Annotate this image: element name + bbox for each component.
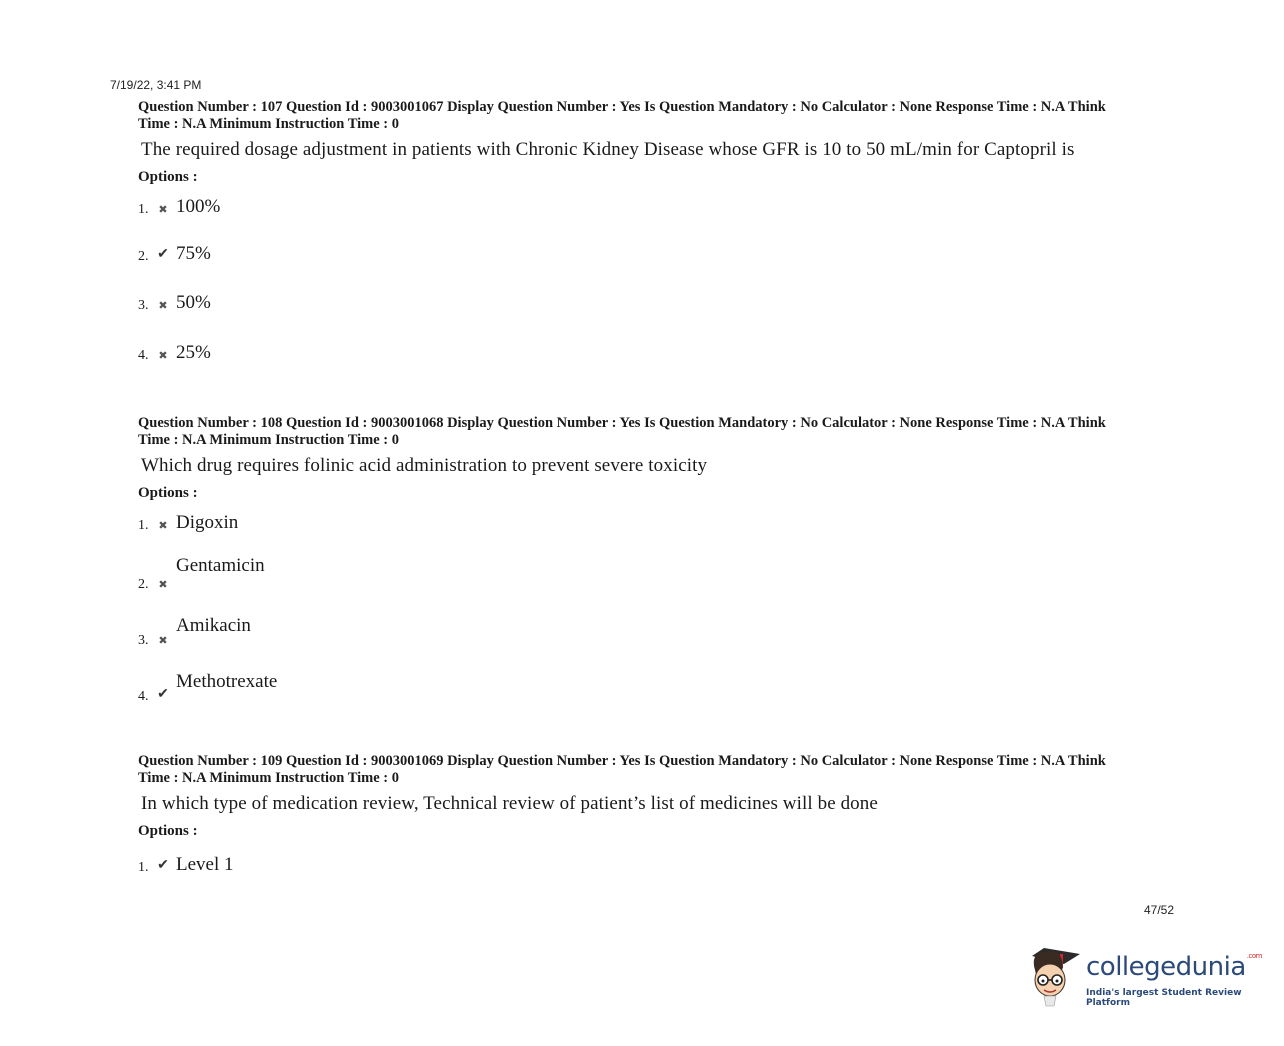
option-number: 3. xyxy=(138,298,149,313)
question-meta xyxy=(138,415,1168,449)
option-number: 3. xyxy=(138,633,149,648)
option-row xyxy=(138,555,265,592)
logo-wordmark xyxy=(1086,952,1262,982)
question-meta-line: Time : N.A Minimum Instruction Time : 0 xyxy=(138,770,400,786)
logo-superscript: .com xyxy=(1246,952,1262,960)
option-row xyxy=(138,196,220,218)
question-meta xyxy=(138,753,1168,787)
cross-mark-icon: ✖ xyxy=(158,204,168,216)
option-row xyxy=(138,512,238,534)
page-number: 47/52 xyxy=(1144,903,1175,917)
collegedunia-logo xyxy=(1024,940,1262,1010)
cross-mark-icon: ✖ xyxy=(158,635,168,647)
option-number: 2. xyxy=(138,577,149,592)
question-text: In which type of medication review, Technical review of patient’s list of medicines will be done xyxy=(141,793,878,814)
question-meta-line: Time : N.A Minimum Instruction Time : 0 xyxy=(138,116,400,132)
option-text: Level 1 xyxy=(176,854,234,875)
check-mark-icon: ✔ xyxy=(157,247,169,262)
logo-tagline: India's largest Student Review Platform xyxy=(1086,988,1242,1008)
print-timestamp: 7/19/22, 3:41 PM xyxy=(110,78,202,92)
option-text: Methotrexate xyxy=(176,671,278,692)
mascot-icon xyxy=(1024,940,1088,1010)
options-label: Options : xyxy=(138,823,198,839)
option-number: 1. xyxy=(138,202,149,217)
question-meta-line: Question Number : 108 Question Id : 9003001068 Display Question Number : Yes Is Question Mandatory : No Calculator : None Response Time : N.A Think xyxy=(138,415,1106,431)
logo-name: collegedunia xyxy=(1086,952,1246,982)
options-label: Options : xyxy=(138,169,198,185)
option-text: Gentamicin xyxy=(176,555,265,576)
question-block-107 xyxy=(138,99,1168,186)
option-row xyxy=(138,243,211,265)
question-block-109 xyxy=(138,753,1168,840)
option-text: 50% xyxy=(176,292,211,313)
option-text: 75% xyxy=(176,243,211,264)
cross-mark-icon: ✖ xyxy=(158,579,168,591)
option-number: 1. xyxy=(138,860,149,875)
option-number: 2. xyxy=(138,249,149,264)
option-number: 4. xyxy=(138,689,149,704)
question-text: The required dosage adjustment in patients with Chronic Kidney Disease whose GFR is 10 to 50 mL/min for Captopril is xyxy=(141,139,1075,160)
question-meta xyxy=(138,99,1168,133)
question-meta-line: Question Number : 109 Question Id : 9003001069 Display Question Number : Yes Is Question Mandatory : No Calculator : None Response Time : N.A Think xyxy=(138,753,1106,769)
option-number: 4. xyxy=(138,348,149,363)
check-mark-icon: ✔ xyxy=(157,858,169,873)
option-text: Amikacin xyxy=(176,615,251,636)
cross-mark-icon: ✖ xyxy=(158,300,168,312)
option-text: 25% xyxy=(176,342,211,363)
cross-mark-icon: ✖ xyxy=(158,350,168,362)
option-text: Digoxin xyxy=(176,512,239,533)
check-mark-icon: ✔ xyxy=(157,687,169,702)
question-meta-line: Time : N.A Minimum Instruction Time : 0 xyxy=(138,432,400,448)
option-row xyxy=(138,854,234,876)
options-label: Options : xyxy=(138,485,198,501)
option-number: 1. xyxy=(138,518,149,533)
option-text: 100% xyxy=(176,196,221,217)
question-meta-line: Question Number : 107 Question Id : 9003001067 Display Question Number : Yes Is Question Mandatory : No Calculator : None Response Time : N.A Think xyxy=(138,99,1106,115)
option-row xyxy=(138,342,211,364)
question-text: Which drug requires folinic acid administration to prevent severe toxicity xyxy=(141,455,708,476)
option-row xyxy=(138,615,251,648)
question-block-108 xyxy=(138,415,1168,502)
option-row xyxy=(138,671,278,704)
cross-mark-icon: ✖ xyxy=(158,520,168,532)
option-row xyxy=(138,292,211,314)
